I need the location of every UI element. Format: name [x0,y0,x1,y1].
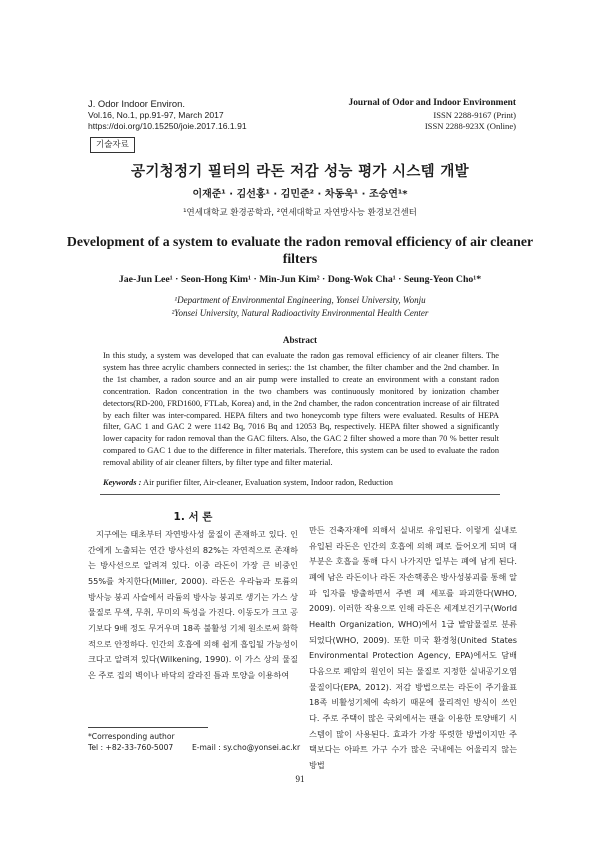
issn-print: ISSN 2288-9167 (Print) [433,109,516,120]
journal-abbrev: J. Odor Indoor Environ. [88,98,185,109]
journal-title: Journal of Odor and Indoor Environment [348,98,516,108]
keywords-label: Keywords : [103,478,142,487]
keywords-list: Air purifier filter, Air-cleaner, Evaluation system, Indoor radon, Reduction [143,478,393,487]
korean-affiliations: ¹연세대학교 환경공학과, ²연세대학교 자연방사능 환경보건센터 [183,208,417,218]
abstract-bottom-rule [100,494,500,495]
body-column-right: 만든 건축자재에 의해서 실내로 유입된다. 이렇게 실내로 유입된 라돈은 인간의 호흡에 의해 폐로 들어오게 되며 대부분은 호흡을 통해 다시 나가지만 일부는 폐에 남게 된다. 폐에 남은 라돈이나 라돈 자손핵종은 방사성붕괴를 통해 알파 입자를 방출하면서 주변 폐 세포를 파괴한다(WHO, 2009). 이러한 작용으로 인해 라돈은 세계보건기구(World Health Organization, WHO)에서 1급 발암물질로 분류되었다(WHO, 2009). 또한 미국 환경청(United States Environmental Protection Agency, EPA)에서도 담배 다음으로 폐암의 원인이 되는 물질로 지정한 실내공기오염 물질이다(EPA, 2012). 저감 방법으로는 라돈이 주기율표 18족 비활성기체에 속하기 때문에 물리적인 방식이 쓰인다. 주로 주택이 많은 국외에서는 팬을 이용한 토양배기 시스템이 많이 사용된다. 효과가 가장 뚜렷한 방법이지만 주택보다는 아파트 가구 수가 많은 국내에는 어울리지 않는 방법 [309,525,517,770]
page-number: 91 [295,774,305,784]
footnote-email[interactable]: E-mail : sy.cho@yonsei.ac.kr [192,743,301,752]
english-authors: Jae-Jun Lee¹ · Seon-Hong Kim¹ · Min-Jun Kim² · Dong-Wok Cha¹ · Seung-Yeon Cho¹* [118,274,482,285]
issn-online: ISSN 2288-923X (Online) [424,121,516,131]
volume-info: Vol.16, No.1, pp.91-97, March 2017 [88,109,224,120]
section-heading-introduction: 1. 서 론 [173,511,213,523]
journal-header-right [349,98,517,133]
abstract-heading: Abstract [282,335,318,345]
article-type-badge: 기술자료 [90,137,135,153]
footnote-rule [88,727,208,728]
abstract-text: In this study, a system was developed that can evaluate the radon gas removal efficiency of air cleaner filters. The system has three acrylic chambers connected in series;: the 1st chamber, the filter chamber and the 2nd chamber. In the 1st chamber, a radon source and an air pump were installed to create an environment with a constant radon concentration. Radon concentration in the two chambers was continuously monitored by ionization chamber detectors(RD-200, FRD1600, FTLab, Korea) and, in the 2nd chamber, the radon concentration increase of air filtrated by each filter was inter-compared. HEPA filters and two honeycomb type filters were evaluated. Results of HEPA filter, GAC 1 and GAC 2 were 1142 Bq, 7016 Bq and 12053 Bq, respectively. HEPA filter showed a significantly lower capacity for radon removal than the GAC filters. Also, the GAC 2 filter showed a more than 70 % better result compared to GAC 1 due to the difference in filter materials. Therefore, this system can be used to evaluate the radon removal ability of air cleaner filters, by filter type and filter material. [103,351,499,468]
journal-header-left [88,98,247,133]
korean-title: 공기청정기 필터의 라돈 저감 성능 평가 시스템 개발 [131,164,469,180]
doi-link[interactable]: https://doi.org/10.15250/joie.2017.16.1.91 [88,121,247,131]
english-affiliations [0,294,600,319]
korean-authors: 이재준¹ · 김선홍¹ · 김민준² · 차동욱¹ · 조승연¹* [192,189,408,200]
corresponding-author-note: *Corresponding author [88,732,175,741]
affiliation-2: ²Yonsei University, Natural Radioactivity Environmental Health Center [171,307,429,318]
body-column-left: 지구에는 태초부터 자연방사성 물질이 존재하고 있다. 인간에게 노출되는 연간 방사선의 82%는 자연적으로 존재하는 방사선으로 알려져 있다. 이중 라돈이 가장 큰 비중인 55%를 차지한다(Miller, 2000). 라돈은 우라늄과 토륨의 방사능 붕괴 사슬에서 라듐의 방사능 붕괴로 생기는 가스 상 물질로 무색, 무취, 무미의 특성을 가진다. 이동도가 크고 공기보다 9배 정도 무거우며 18족 불활성 기체 원소로써 화학적으로 안정하다. 인간의 호흡에 의해 쉽게 흡입될 가능성이 크다고 알려져 있다(Wilkening, 1990). 이 가스 상의 물질은 주로 집의 벽이나 바닥의 갈라진 틈과 토양을 이용하여 [88,529,298,680]
english-title: Development of a system to evaluate the radon removal efficiency of air cleaner filters [66,234,534,266]
keywords [103,477,499,489]
footnote-tel: Tel : +82-33-760-5007 [88,743,174,752]
affiliation-1: ¹Department of Environmental Engineering, Yonsei University, Wonju [174,295,426,305]
